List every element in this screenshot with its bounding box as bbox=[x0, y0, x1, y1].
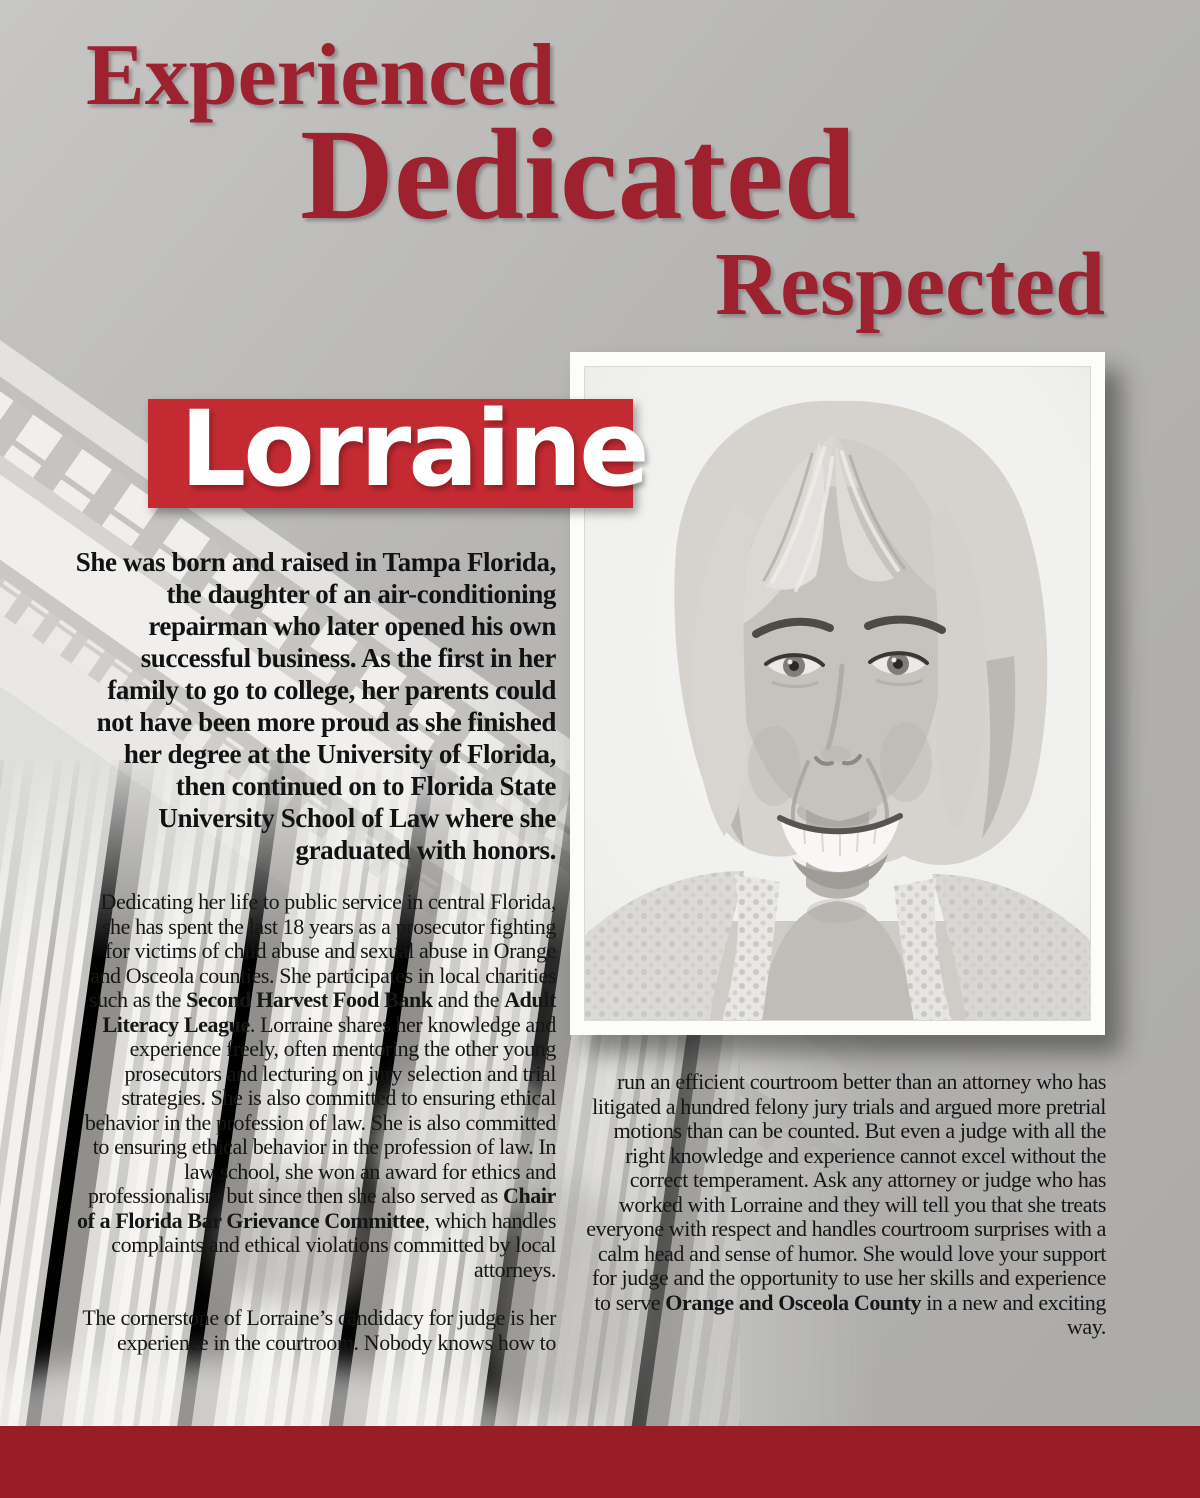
biography-paragraph: Dedicating her life to public service in central Florida, she has spent the last 18 years as a prosecutor fighting for victims of child abuse and sexual abuse in Orange and Osceola counties. She participates in local charities such as the Second Harvest Food Bank and the Adult Literacy League. Lorraine shares her knowledge and experience freely, often mentoring the other young prosecutors and lecturing on jury selection and trial strategies. She is also committed to ensuring ethical behavior in the profession of law. She is also committed to ensuring ethical behavior in the profession of law. In law school, she won an award for ethics and professionalism but since then she also served as Chair of a Florida Bar Grievance Committee, which handles complaints and ethical violations committed by local attorneys. bbox=[77, 889, 556, 1282]
closing-paragraph-right: run an efficient courtroom better than an attorney who has litigated a hundred felony jury trials and argued more pretrial motions than can be counted. But even a judge with all the right knowledge and experience cannot excel without the correct temperament. Ask any attorney or judge who has worked with Lorraine and they will tell you that she treats everyone with respect and handles courtroom surprises with a calm head and sense of humor. She would love your support for judge and the opportunity to use her skills and experience to serve Orange and Osceola County in a new and exciting way. bbox=[586, 1069, 1106, 1339]
candidate-name: Lorraine bbox=[180, 387, 647, 510]
headline-respected: Respected bbox=[715, 235, 1105, 334]
intro-paragraph: She was born and raised in Tampa Florida, the daughter of an air-conditioning repairman who later opened his own successful business. As the first in her family to go to college, her parents could not have been more proud as she finished her degree at the University of Florida, then continued on to Florida State University School of Law where she graduated with honors. bbox=[75, 547, 556, 865]
closing-paragraph-left: The cornerstone of Lorraine’s candidacy for judge is her experience in the courtroom. Nobody knows how to bbox=[82, 1305, 556, 1355]
headline-experienced: Experienced bbox=[86, 27, 556, 124]
name-banner bbox=[148, 387, 647, 510]
right-text-column bbox=[584, 1070, 1106, 1340]
headline-dedicated: Dedicated bbox=[300, 103, 856, 247]
footer-red-bar bbox=[0, 1426, 1200, 1498]
lorraine-portrait-photo bbox=[584, 366, 1091, 1021]
left-text-column bbox=[74, 546, 556, 1355]
portrait-photo-frame bbox=[570, 352, 1105, 1035]
